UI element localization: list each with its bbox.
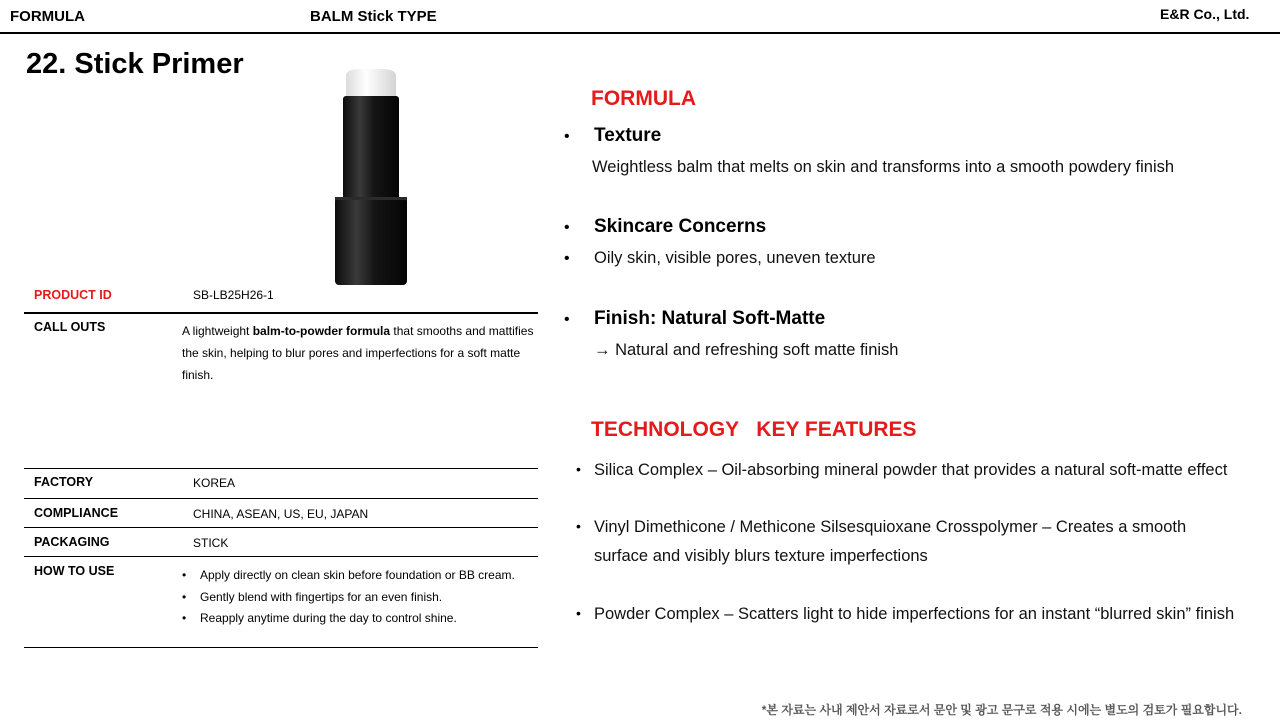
compliance-label: COMPLIANCE	[34, 506, 119, 520]
bullet-icon: •	[576, 461, 581, 477]
callouts-label: CALL OUTS	[34, 320, 106, 334]
product-id-label: PRODUCT ID	[34, 288, 112, 302]
feature-item: Vinyl Dimethicone / Methicone Silsesquioxane Crosspolymer – Creates a smooth surface and visibly blurs texture imperfections	[594, 518, 1187, 565]
technology-heading: TECHNOLOGY KEY FEATURES	[591, 418, 917, 441]
finish-title: Finish: Natural Soft-Matte	[594, 308, 826, 329]
callouts-text: A lightweight balm-to-powder formula that smooths and mattifies the skin, helping to blur pores and imperfections for a soft matte finish.	[182, 324, 534, 382]
table-divider	[24, 556, 538, 557]
bullet-icon: •	[576, 605, 581, 621]
table-divider	[24, 647, 538, 648]
table-divider	[24, 312, 538, 314]
how-to-use-item: • Apply directly on clean skin before foundation or BB cream.	[182, 565, 515, 587]
how-to-use-item: • Gently blend with fingertips for an even finish.	[182, 587, 515, 609]
header-doc-type: FORMULA	[10, 8, 85, 25]
bullet-icon: •	[576, 518, 581, 534]
concerns-title: Skincare Concerns	[594, 216, 767, 237]
stick-product-image	[326, 66, 416, 288]
bullet-icon: •	[564, 219, 570, 236]
texture-title: Texture	[594, 125, 662, 146]
compliance-value: CHINA, ASEAN, US, EU, JAPAN	[193, 507, 369, 521]
how-to-use-list	[182, 565, 515, 630]
bullet-icon: •	[564, 128, 570, 145]
footnote: *본 자료는 사내 제안서 자료로서 문안 및 광고 문구로 적용 시에는 별도의 검토가 필요합니다.	[761, 703, 1242, 717]
feature-item: Silica Complex – Oil-absorbing mineral powder that provides a natural soft-matte effect	[594, 461, 1228, 479]
product-id-value: SB-LB25H26-1	[193, 288, 274, 302]
table-divider	[24, 468, 538, 469]
concerns-desc: Oily skin, visible pores, uneven texture	[594, 249, 876, 267]
feature-item: Powder Complex – Scatters light to hide imperfections for an instant “blurred skin” finish	[594, 605, 1235, 623]
table-divider	[24, 527, 538, 528]
header-company: E&R Co., Ltd.	[1160, 6, 1250, 22]
header-divider	[0, 32, 1280, 34]
formula-heading: FORMULA	[591, 87, 696, 110]
table-divider	[24, 498, 538, 499]
callouts-highlight: balm-to-powder formula	[252, 324, 391, 338]
stick-icon	[326, 66, 416, 288]
how-to-use-label: HOW TO USE	[34, 564, 115, 578]
packaging-label: PACKAGING	[34, 535, 110, 549]
bullet-icon: •	[564, 311, 570, 328]
texture-desc: Weightless balm that melts on skin and transforms into a smooth powdery finish	[592, 158, 1175, 176]
page-title: 22. Stick Primer	[26, 48, 244, 80]
factory-label: FACTORY	[34, 475, 94, 489]
factory-value: KOREA	[193, 476, 236, 490]
packaging-value: STICK	[193, 536, 229, 550]
finish-desc: → Natural and refreshing soft matte finish	[594, 341, 899, 359]
how-to-use-item: • Reapply anytime during the day to control shine.	[182, 608, 515, 630]
bullet-icon: •	[564, 250, 570, 267]
header-product-type: BALM Stick TYPE	[310, 8, 437, 25]
